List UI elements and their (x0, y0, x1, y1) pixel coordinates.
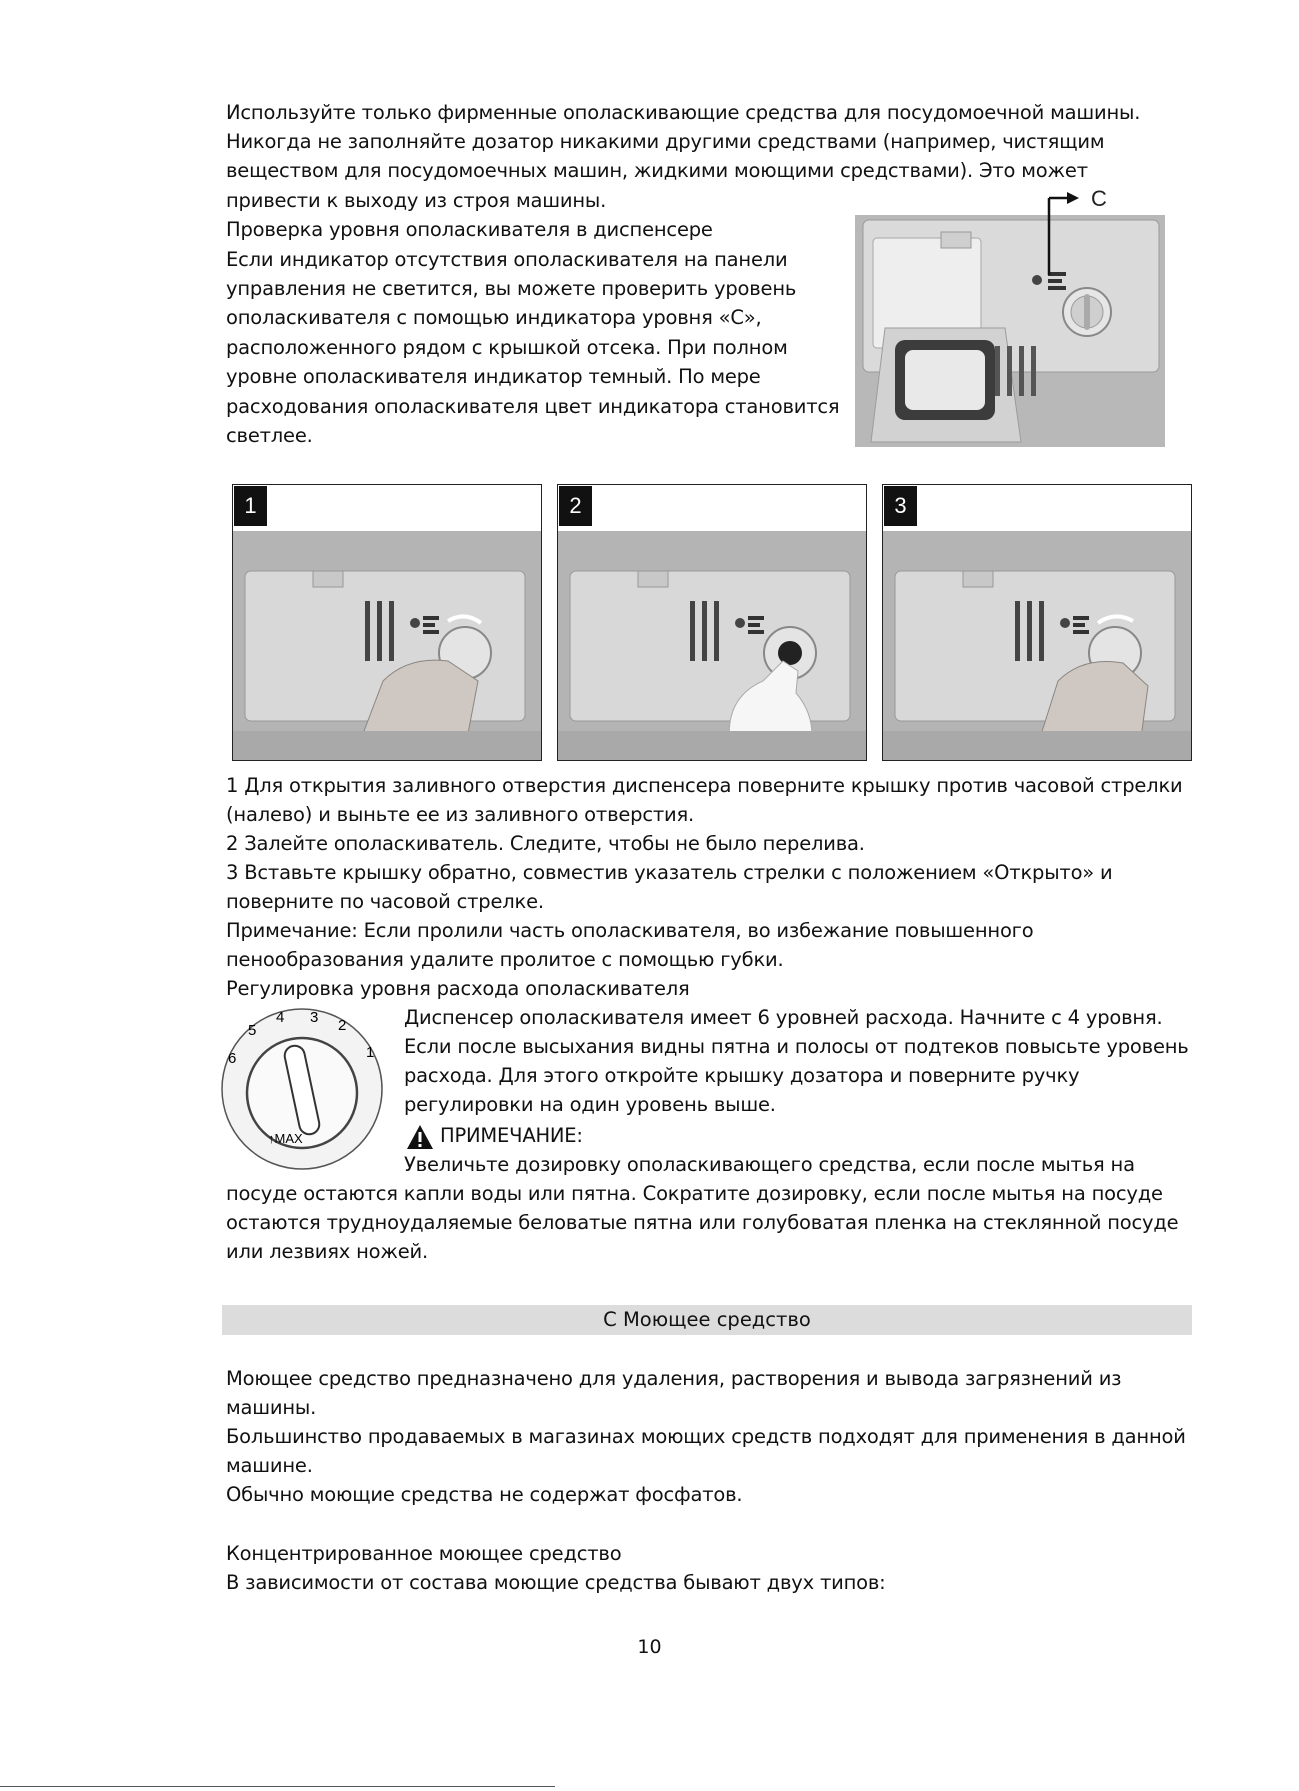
intro-line: управления не светится, вы можете проверить уровень (226, 277, 797, 300)
intro-line: привести к выходу из строя машины. (226, 189, 607, 212)
step-2-illustration (558, 531, 866, 760)
note-text-cont: пенообразования удалите пролитое с помощью губки. (226, 948, 784, 971)
note-text: Примечание: Если пролили часть ополаскивателя, во избежание повышенного (226, 919, 1034, 942)
rinse-dial-illustration (218, 1005, 386, 1173)
section-title-detergent: C Моющее средство (222, 1305, 1192, 1335)
step-1-text-cont: (налево) и выньте ее из заливного отверстия. (226, 803, 695, 826)
dial-number-5: 5 (248, 1022, 257, 1039)
dial-number-1: 1 (366, 1044, 375, 1061)
intro-line: расположенного рядом с крышкой отсека. При полном (226, 336, 788, 359)
concentrate-line: В зависимости от состава моющие средства бывают двух типов: (226, 1571, 886, 1594)
step-photo-2 (557, 484, 867, 761)
subheading-concentrate: Концентрированное моющее средство (226, 1542, 622, 1565)
detergent-line: Обычно моющие средства не содержат фосфатов. (226, 1483, 743, 1506)
note-line: остаются трудноудаляемые беловатые пятна или голубоватая пленка на стеклянной посуде (226, 1211, 1179, 1234)
note-line: или лезвиях ножей. (226, 1240, 428, 1263)
intro-line: Используйте только фирменные ополаскивающие средства для посудомоечной машины. (226, 101, 1141, 124)
step-badge-2: 2 (559, 486, 592, 526)
step-3-illustration (883, 531, 1191, 760)
note-line: Увеличьте дозировку ополаскивающего средства, если после мытья на (404, 1153, 1135, 1176)
subheading-rinse-level: Проверка уровня ополаскивателя в диспенсере (226, 218, 713, 241)
detergent-line: машины. (226, 1396, 317, 1419)
intro-line: светлее. (226, 424, 313, 447)
step-1-text: 1 Для открытия заливного отверстия диспенсера поверните крышку против часовой стрелки (226, 774, 1183, 797)
note-heading: ПРИМЕЧАНИЕ: (440, 1124, 583, 1147)
subheading-regulation: Регулировка уровня расхода ополаскивателя (226, 977, 690, 1000)
step-2-text: 2 Залейте ополаскиватель. Следите, чтобы не было перелива. (226, 832, 865, 855)
step-3-text-cont: поверните по часовой стрелке. (226, 890, 544, 913)
regulation-line: регулировки на один уровень выше. (404, 1093, 776, 1116)
intro-line: расходования ополаскивателя цвет индикатора становится (226, 395, 840, 418)
intro-line: Если индикатор отсутствия ополаскивателя на панели (226, 248, 788, 271)
dial-number-3: 3 (310, 1009, 319, 1026)
intro-line: веществом для посудомоечных машин, жидкими моющими средствами). Это может (226, 159, 1088, 182)
dial-max-label: ↑MAX (268, 1131, 303, 1146)
detergent-line: Моющее средство предназначено для удаления, растворения и вывода загрязнений из (226, 1367, 1122, 1390)
intro-line: уровне ополаскивателя индикатор темный. По мере (226, 365, 761, 388)
regulation-line: расхода. Для этого откройте крышку дозатора и поверните ручку (404, 1064, 1080, 1087)
dial-number-6: 6 (228, 1050, 237, 1067)
dial-number-4: 4 (276, 1009, 285, 1026)
intro-line: Никогда не заполняйте дозатор никакими другими средствами (например, чистящим (226, 130, 1105, 153)
regulation-line: Диспенсер ополаскивателя имеет 6 уровней расхода. Начните с 4 уровня. (404, 1006, 1163, 1029)
intro-line: ополаскивателя с помощью индикатора уровня «С», (226, 306, 762, 329)
detergent-line: Большинство продаваемых в магазинах моющих средств подходят для применения в данной (226, 1425, 1186, 1448)
dispenser-level-photo (855, 180, 1167, 450)
footer-divider (0, 1786, 555, 1787)
indicator-c-label: C (1091, 186, 1107, 211)
note-line: посуде остаются капли воды или пятна. Сократите дозировку, если после мытья на посуде (226, 1182, 1163, 1205)
dial-number-2: 2 (338, 1017, 347, 1034)
step-badge-1: 1 (234, 486, 267, 526)
regulation-line: Если после высыхания видны пятна и полосы от подтеков повысьте уровень (404, 1035, 1189, 1058)
step-3-text: 3 Вставьте крышку обратно, совместив указатель стрелки с положением «Открыто» и (226, 861, 1113, 884)
warning-icon (406, 1124, 434, 1150)
detergent-line: машине. (226, 1454, 313, 1477)
step-badge-3: 3 (884, 486, 917, 526)
step-photo-1 (232, 484, 542, 761)
step-photo-3 (882, 484, 1192, 761)
step-1-illustration (233, 531, 541, 760)
page-number: 10 (637, 1636, 662, 1658)
